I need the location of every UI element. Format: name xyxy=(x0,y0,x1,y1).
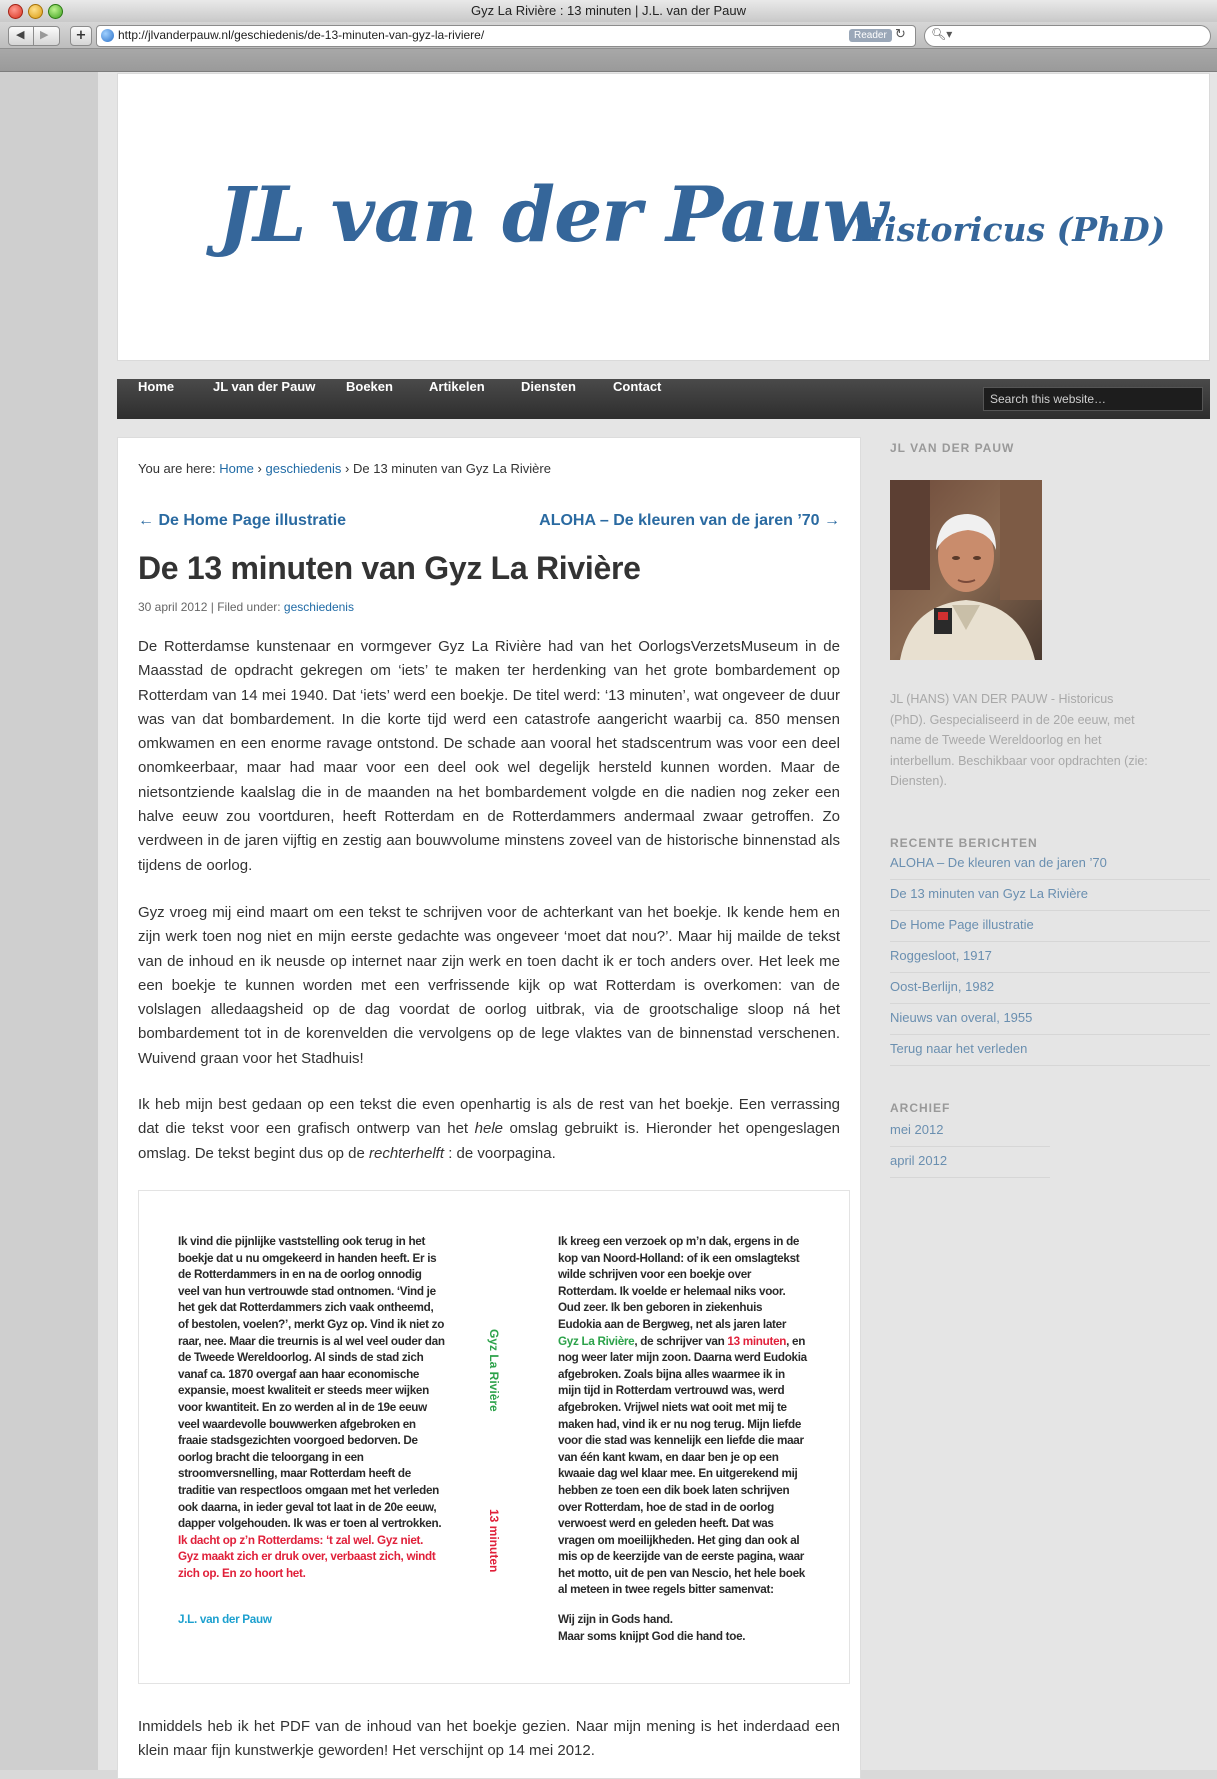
browser-search-field[interactable] xyxy=(924,25,1211,47)
book-cover-image xyxy=(138,1190,850,1684)
main-navigation xyxy=(117,379,1210,419)
reload-icon[interactable]: ↻ xyxy=(895,27,906,42)
recent-post-link[interactable]: Terug naar het verleden xyxy=(890,1041,1028,1056)
search-icon: 🔍︎▾ xyxy=(931,27,953,41)
filed-under-label: Filed under: xyxy=(217,600,281,614)
author-bio: JL (HANS) VAN DER PAUW - Historicus (PhD). Gespecialiseerd in de 20e eeuw, met name de Tweede Wereldoorlog en het interbellum. Beschikbaar voor opdrachten (zie: Diensten). xyxy=(890,692,1148,788)
recent-post-link[interactable]: Nieuws van overal, 1955 xyxy=(890,1010,1033,1025)
nav-boeken[interactable]: Boeken xyxy=(346,379,393,394)
book-quote: Wij zijn in Gods hand. Maar soms knijpt God die hand toe. xyxy=(558,1613,746,1643)
recent-post-link[interactable]: ALOHA – De kleuren van de jaren ’70 xyxy=(890,855,1107,870)
author-portrait xyxy=(890,480,1042,660)
site-tagline: Historicus (PhD) xyxy=(853,210,1166,249)
breadcrumb: You are here: Home › geschiedenis › De 13 minuten van Gyz La Rivière xyxy=(138,461,551,476)
url-text[interactable]: http://jlvanderpauw.nl/geschiedenis/de-13-minuten-van-gyz-la-riviere/ xyxy=(118,28,485,42)
back-arrow-icon[interactable]: ◀ xyxy=(16,28,25,41)
recent-post-link[interactable]: De 13 minuten van Gyz La Rivière xyxy=(890,886,1088,901)
post-paragraph-3: Ik heb mijn best gedaan op een tekst die even openhartig is als de rest van het boekje. Een verrassing dat die tekst voor een grafisch ontwerp van het hele omslag gebruikt is. Hieronder het opengeslagen omslag. De tekst begint dus op de rechterhelft : de voorpagina. xyxy=(138,1096,840,1162)
globe-icon xyxy=(101,29,114,42)
nav-jl-van-der-pauw[interactable]: JL van der Pauw xyxy=(213,379,316,394)
browser-toolbar xyxy=(0,22,1217,49)
window-titlebar xyxy=(0,0,1217,23)
recent-post-link[interactable]: Oost-Berlijn, 1982 xyxy=(890,979,995,994)
nav-contact[interactable]: Contact xyxy=(613,379,662,394)
post-paragraph-1: De Rotterdamse kunstenaar en vormgever Gyz La Rivière had van het OorlogsVerzetsMuseum in de Maasstad de opdracht gekregen om ‘iets’ te maken ter herdenking van het grote bombardement op Rotterdam van 14 mei 1940. Dat ‘iets’ werd een boekje. De titel werd: ‘13 minuten’, wat ongeveer de duur was van dat bombardement. In die korte tijd werd een catastrofe aangericht waarbij ca. 850 mensen omkwamen en een enorme ravage ontstond. De schade aan vooral het stadscentrum was voor een deel onomkeerbaar, maar had maar voor een deel ook wel degelijk hersteld kunnen worden. Maar de nietsontziende kaalslag die in de maanden na het bombardement volgde en die nadien nog zeker een halve eeuw zou voortduren, heeft Rotterdam en de Rotterdammers andermaal zwaar getroffen. Zo verdween in de jaren vijftig en zestig aan bouwvolume minstens zoveel van de historische binnenstad als tijdens de oorlog. xyxy=(138,638,840,874)
next-post-link[interactable]: ALOHA – De kleuren van de jaren ’70 → xyxy=(539,512,840,529)
site-logo[interactable]: JL van der Pauw xyxy=(218,170,887,259)
close-window-button[interactable] xyxy=(8,4,23,19)
post-paragraph-4: Inmiddels heb ik het PDF van de inhoud van het boekje gezien. Naar mijn mening is het inderdaad een klein maar fijn kunstwerkje geworden! Het verschijnt op 14 mei 2012. xyxy=(138,1718,840,1760)
post-date: 30 april 2012 xyxy=(138,600,208,614)
nav-diensten[interactable]: Diensten xyxy=(521,379,576,394)
forward-arrow-icon[interactable]: ▶ xyxy=(40,28,49,41)
minimize-window-button[interactable] xyxy=(28,4,43,19)
post-paragraph-2: Gyz vroeg mij eind maart om een tekst te schrijven voor de achterkant van het boekje. Ik kende hem en zijn werk toen nog niet en mijn eerste gedachte was ongeveer ‘moet dat nou?’. Maar hij mailde de tekst van de inhoud en ik neusde op internet naar zijn werk en toen dacht ik er toch anders over. Het leek me een boekje te kunnen worden met een verfrissende kijk op wat Rotterdam is overkomen: van de volslagen alledaagsheid op de dag voordat de oorlog uitbrak, via de grootschalige sloop ná het bombardement tot in de korenvelden die vervolgens op de lege vlaktes van de binnenstad verschenen. Wuivend graan voor het Stadhuis! xyxy=(138,904,840,1067)
archive-link[interactable]: mei 2012 xyxy=(890,1122,944,1137)
recent-post-link[interactable]: De Home Page illustratie xyxy=(890,917,1034,932)
archive-link[interactable]: april 2012 xyxy=(890,1153,948,1168)
book-spine-author: Gyz La Rivière xyxy=(487,1329,501,1412)
post-category-link[interactable]: geschiedenis xyxy=(283,600,354,614)
reader-button[interactable]: Reader xyxy=(849,29,892,42)
previous-post-link[interactable]: ← De Home Page illustratie xyxy=(138,512,347,529)
bookmarks-bar xyxy=(0,49,1217,72)
about-widget-title: JL VAN DER PAUW xyxy=(890,441,1015,455)
book-left-text: Ik vind die pijnlijke vaststelling ook terug in het boekje dat u nu omgekeerd in handen heeft. Er is de Rotterdammers in en na de oorlog onnodig veel van hun vertrouwde stad ontnomen. ‘Vind je het gek dat Rotterdammers zich vaak ontheemd, of bestolen, voelen?’, merkt Gyz op. Vind ik niet zo raar, nee. Maar die treurnis is al wel veel ouder dan de Tweede Wereldoorlog. Al sinds de stad zich vanaf ca. 1870 overgaf aan haar economische expansie, moest kwaliteit er steeds meer wijken voor kwantiteit. En zo werden al in de 19e eeuw veel waardevolle bouwwerken afgebroken en fraaie stadsgezichten voorgoed bedorven. De oorlog bracht die teloorgang in een stroomversnelling, maar Rotterdam heeft de traditie van respectloos omgaan met het verleden ook daarna, in ieder geval tot laat in de 20e eeuw, dapper volgehouden. Ik was er toen al vertrokken. Ik dacht op z’n Rotterdams: ‘t zal wel. Gyz niet. Gyz maakt zich er druk over, verbaast zich, windt zich op. En zo hoort het. xyxy=(178,1235,445,1580)
site-search-input[interactable]: Search this website… xyxy=(983,387,1203,411)
archive-title: ARCHIEF xyxy=(890,1101,951,1115)
nav-artikelen[interactable]: Artikelen xyxy=(429,379,485,394)
book-spine-title: 13 minuten xyxy=(487,1509,501,1573)
recent-post-link[interactable]: Roggesloot, 1917 xyxy=(890,948,992,963)
window-title: Gyz La Rivière : 13 minuten | J.L. van der Pauw xyxy=(470,3,747,18)
post-meta: 30 april 2012 | Filed under: geschiedenis xyxy=(138,600,354,614)
nav-home[interactable]: Home xyxy=(138,379,175,394)
breadcrumb-current: De 13 minuten van Gyz La Rivière xyxy=(352,461,551,476)
book-signature: J.L. van der Pauw xyxy=(178,1613,272,1626)
main-content xyxy=(117,437,861,1779)
breadcrumb-category-link[interactable]: geschiedenis xyxy=(265,461,342,476)
add-bookmark-button[interactable]: + xyxy=(70,26,92,46)
book-right-text: Ik kreeg een verzoek op m’n dak, ergens in de kop van Noord-Holland: of ik een omslagtekst wilde schrijven voor een boekje over Rotterdam. Ik voelde er helemaal niks voor. Oud zeer. Ik ben geboren in ziekenhuis Eudokia aan de Bergweg, net als jaren later Gyz La Rivière, de schrijver van 13 minuten, en nog weer later mijn zoon. Daarna werd Eudokia afgebroken. Zoals bijna alles waarmee ik in mijn tijd in Rotterdam vertrouwd was, werd afgebroken. Vrijwel niets wat ooit met mij te maken had, vind ik er nu nog terug. Mijn liefde voor die stad was kennelijk een liefde die maar van één kant kwam, en daar ben je op een kwaaie dag wel klaar mee. En uitgerekend mij hebben ze toen een dik boek laten schrijven over Rotterdam, hoe de stad in de oorlog verwoest werd en geleden heeft. Dat was vragen om moeilijkheden. Het ging dan ook al mis op de keerzijde van de eerste pagina, waar het motto, uit de pen van Nescio, het hele boek al meteen in twee regels bitter samenvat: xyxy=(558,1235,807,1597)
recent-posts-title: RECENTE BERICHTEN xyxy=(890,836,1038,850)
breadcrumb-home-link[interactable]: Home xyxy=(219,461,254,476)
post-title: De 13 minuten van Gyz La Rivière xyxy=(138,550,641,586)
address-bar[interactable] xyxy=(96,25,916,47)
zoom-window-button[interactable] xyxy=(48,4,63,19)
breadcrumb-prefix: You are here: xyxy=(138,461,216,476)
site-header xyxy=(117,73,1210,361)
page-left-strip xyxy=(0,72,98,1770)
history-buttons xyxy=(8,26,60,46)
